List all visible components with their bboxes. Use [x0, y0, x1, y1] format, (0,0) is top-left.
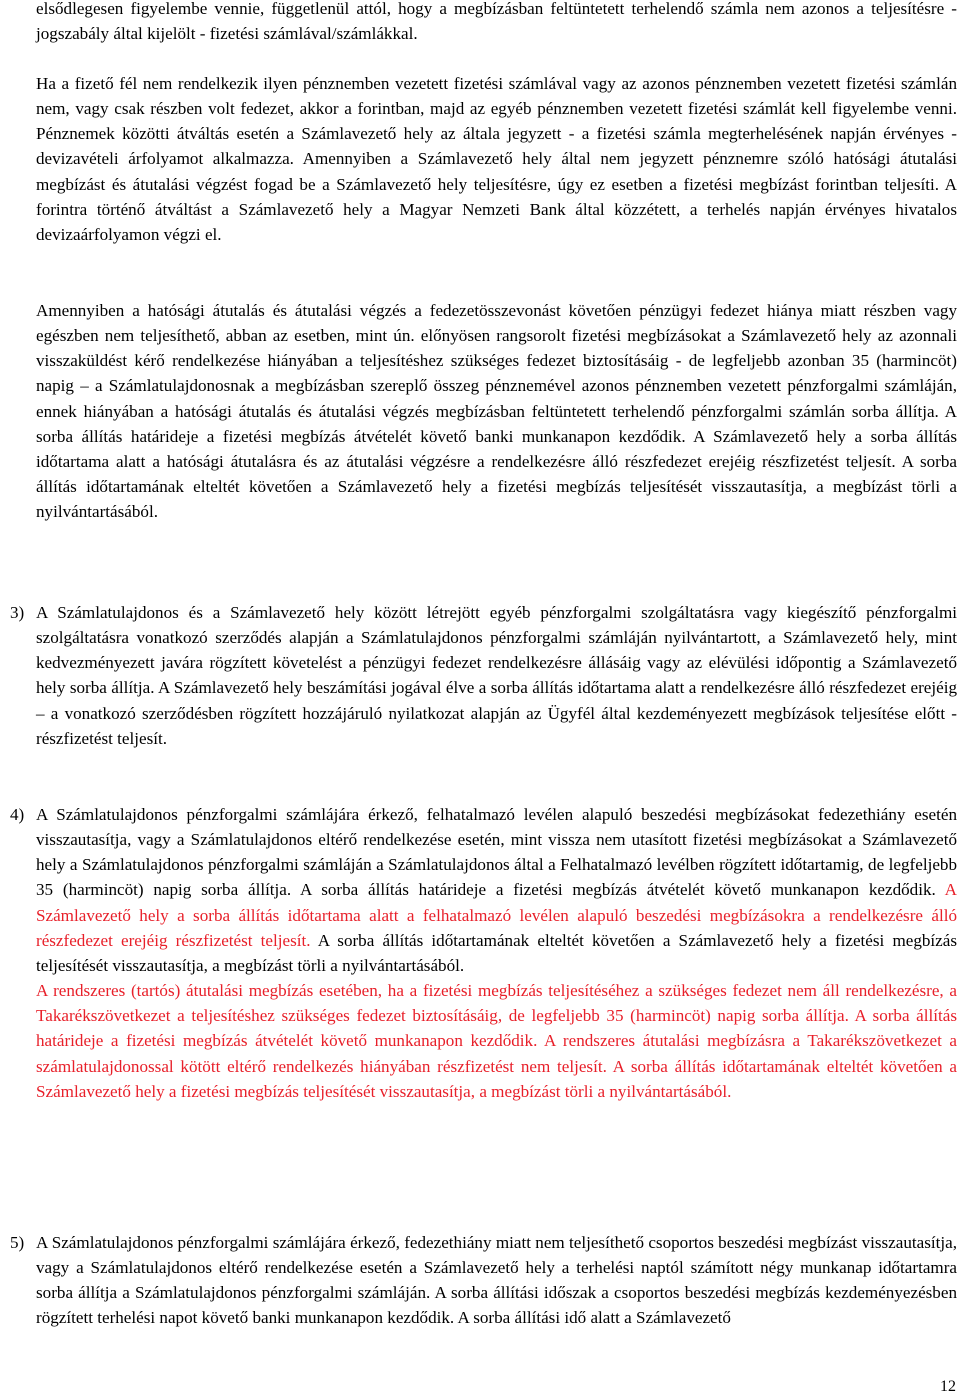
list-item-text: A Számlatulajdonos és a Számlavezető hely között létrejött egyéb pénzforgalmi szolgáltatásra vagy kiegészítő pénzforgalmi szolgáltatásra vonatkozó szerződés alapján a Számlatulajdonos pénzforgalmi számláján nyilvántartott, a Számlavezető hely, mint kedvezményezett javára rögzített követelést a pénzügyi fedezet rendelkezésre állásáig vagy az elévülési időpontig a Számlavezető hely sorba állítja. A Számlavezető hely beszámítási jogával élve a sorba állítás időtartama alatt a rendelkezésre álló részfedezet erejéig – a vonatkozó szerződésben rögzített hozzájáruló nyilatkozat alapján az Ügyfél által kezdeményezett megbízások teljesítése előtt - részfizetést teljesít. — [36, 603, 957, 748]
list-item-text: A Számlatulajdonos pénzforgalmi számlájára érkező, fedezethiány miatt nem teljesíthető csoportos beszedési megbízást visszautasítja, vagy a Számlatulajdonos eltérő rendelkezése esetén a Számlavezető hely a terhelési naptól számított négy munkanap időtartamra sorba állítja a Számlatulajdonos pénzforgalmi számláján. A sorba állítási időszak a csoportos beszedési megbízás kezdeményezésben rögzített terhelési napot követő banki munkanapon kezdődik. A sorba állítási idő alatt a Számlavezető — [36, 1233, 957, 1328]
page-number: 12 — [940, 1378, 956, 1395]
paragraph-text: Ha a fizető fél nem rendelkezik ilyen pénznemben vezetett fizetési számlával vagy az azonos pénznemben vezetett fizetési számlán nem, vagy csak részben volt fedezet, akkor a forintban, majd az egyéb pénznemben vezetett fizetési számlát kell figyelembe venni. Pénznemek közötti átváltás esetén a Számlavezető hely az általa jegyzett - a fizetési számla megterhelésének napján érvényes - devizavételi árfolyamot alkalmazza. Amennyiben a Számlavezető hely által nem jegyzett pénznemre szóló hatósági átutalási megbízást és átutalási végzést fogad be a Számlavezető hely teljesítésre, úgy ez esetben a fizetési megbízást forintban teljesíti. A forintra történő átváltást a Számlavezető hely a Magyar Nemzeti Bank által közzétett, a terhelés napján érvényes hivatalos devizaárfolyamon végzi el. — [36, 74, 957, 244]
list-item-body — [36, 802, 957, 1104]
paragraph-authority-transfer — [36, 298, 957, 524]
list-item-text: A sorba állítás időtartamának elteltét követően a Számlavezető hely a fizetési megbízás teljesítését visszautasítja, a megbízást törli a nyilvántartásából. — [36, 930, 957, 975]
paragraph-text: Amennyiben a hatósági átutalás és átutalási végzés a fedezetösszevonást követően pénzügyi fedezet hiánya miatt részben vagy egészben nem teljesíthető, abban az esetben, mint ún. előnyösen rangsorolt fizetési megbízásokat a Számlavezető hely az azonnali visszaküldést kérő rendelkezése hiányában a teljesítéshez szükséges fedezet biztosításáig - de legfeljebb azonban 35 (harmincöt) napig – a Számlatulajdonosnak a megbízásban szereplő összeg pénznemével azonos pénznemben vezetett pénzforgalmi számláján, ennek hiányában a hatósági átutalás és átutalási végzés megbízásban feltüntetett terhelendő pénzforgalmi számlán sorba állítja. A sorba állítás határideje a fizetési megbízás átvételét követő banki munkanapon kezdődik. A Számlavezető hely a sorba állítás időtartama alatt a hatósági átutalásra és az átutalási végzésre a rendelkezésre álló részfedezet erejéig részfizetést teljesít. A sorba állítás időtartamának elteltét követően a Számlavezető hely a fizetési megbízás teljesítését visszautasítja, a megbízást törli a nyilvántartásából. — [36, 301, 957, 522]
highlighted-paragraph: A rendszeres (tartós) átutalási megbízás esetében, ha a fizetési megbízás teljesítéséhez a szükséges fedezet nem áll rendelkezésre, a Takarékszövetkezet a teljesítéshez szükséges fedezet biztosításáig, de legfeljebb 35 (harmincöt) napig sorba állítja. A sorba állítás határideje a fizetési megbízás átvételét követő munkanapon kezdődik. A rendszeres átutalási megbízásra a Takarékszövetkezet a számlatulajdonossal kötött eltérő rendelkezés hiányában részfizetést nem teljesít. A sorba állítás időtartamának elteltét követően a Számlavezető hely a fizetési megbízás teljesítését visszautasítja, a megbízást törli a nyilvántartásából. — [36, 981, 957, 1101]
paragraph-continuation — [36, 0, 957, 46]
highlighted-text: A Számlavezető hely a sorba állítás időtartama alatt a felhatalmazó levélen alapuló beszedési megbízásokra a rendelkezésre álló részfedezet erejéig részfizetést teljesít. — [36, 880, 957, 950]
list-item-body — [36, 1230, 957, 1331]
list-item-text: A Számlatulajdonos pénzforgalmi számlájára érkező, felhatalmazó levélen alapuló beszedési megbízásokat fedezethiány esetén visszautasítja, vagy a Számlatulajdonos eltérő rendelkezése esetén, mint vissza nem utasított fizetési megbízásokat a Számlavezető hely a Számlatulajdonos pénzforgalmi számláján a Számlatulajdonos által a Felhatalmazó levélben rögzített időtartamig, de legfeljebb 35 (harmincöt) napig sorba állítja. A sorba állítás határideje a fizetési megbízás átvételét követő munkanapon kezdődik. — [36, 805, 957, 900]
list-item-4 — [10, 802, 957, 1104]
paragraph-currency-conversion — [36, 71, 957, 247]
paragraph-text: elsődlegesen figyelembe vennie, függetlenül attól, hogy a megbízásban feltüntetett terhelendő számla nem azonos a teljesítésre - jogszabály által kijelölt - fizetési számlával/számlákkal. — [36, 0, 957, 44]
list-item-number: 4) — [10, 805, 25, 824]
list-item-number: 5) — [10, 1233, 25, 1252]
list-item-5 — [10, 1230, 957, 1331]
list-item-3 — [10, 600, 957, 751]
list-item-body — [36, 600, 957, 751]
list-item-number: 3) — [10, 603, 25, 622]
